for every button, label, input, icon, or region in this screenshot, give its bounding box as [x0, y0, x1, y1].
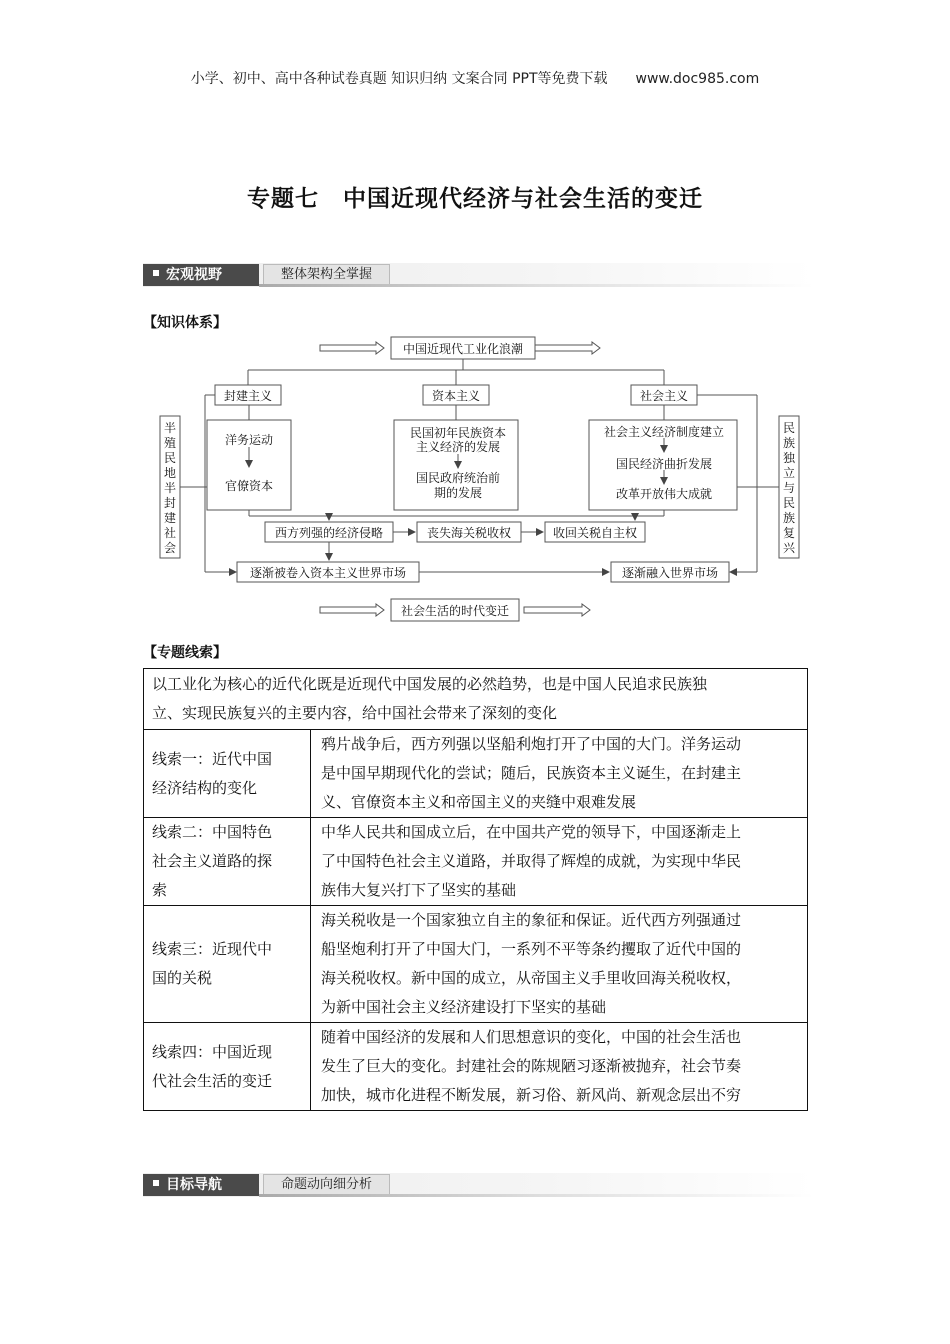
label-bottom: 社会生活的时代变迁: [400, 604, 510, 618]
right-side-char: 族: [782, 436, 796, 450]
clue-head-cell: [144, 906, 311, 1023]
clue-head-cell: [144, 818, 311, 906]
page-header: [0, 68, 950, 88]
hollow-arrow-icon: [524, 604, 590, 616]
head-line: 线索一：近代中国: [152, 749, 273, 768]
right-side-text: [783, 421, 796, 555]
left-side-char: 建: [163, 511, 177, 525]
label-invasion: 西方列强的经济侵略: [274, 526, 384, 540]
square-icon: [153, 1180, 159, 1186]
label-integrate-market: 逐渐融入世界市场: [621, 566, 719, 580]
body-line: 了中国特色社会主义道路，并取得了辉煌的成就，为实现中华民: [321, 852, 742, 870]
banner-underline: [259, 1194, 814, 1197]
banner-dark-text: 目标导航: [166, 1177, 222, 1193]
label-top: 中国近现代工业化浪潮: [402, 342, 524, 356]
clue-body-cell: [311, 906, 808, 1023]
table-row: [144, 1023, 808, 1111]
body-line: 加快，城市化进程不断发展，新习俗、新风尚、新观念层出不穷: [321, 1086, 742, 1104]
body-line: 海关税收是一个国家独立自主的象征和保证。近代西方列强通过: [321, 911, 742, 929]
left-side-char: 半: [163, 481, 177, 495]
label-feudal: 封建主义: [223, 389, 273, 403]
banner-light-label: 命题动向细分析: [263, 1174, 390, 1196]
header-site: www.doc985.com: [635, 71, 760, 87]
table-row: [144, 906, 808, 1023]
head-line: 国的关税: [152, 969, 213, 987]
label-soc-3: 改革开放伟大成就: [615, 487, 713, 501]
right-side-char: 独: [782, 451, 796, 465]
table-row: [144, 818, 808, 906]
body-line: 随着中国经济的发展和人们思想意识的变化，中国的社会生活也: [321, 1028, 742, 1046]
label-capitalism: 资本主义: [431, 389, 481, 403]
right-side-char: 民: [782, 421, 796, 435]
body-line: 为新中国社会主义经济建设打下坚实的基础: [321, 998, 607, 1016]
square-icon: [153, 270, 159, 276]
label-minguo-2: 主义经济的发展: [415, 440, 501, 454]
banner-dark-label: [143, 1174, 259, 1196]
section-topic-clues: 【专题线索】: [143, 645, 227, 661]
header-text: 小学、初中、高中各种试卷真题 知识归纳 文案合同 PPT等免费下载: [190, 71, 608, 87]
head-line: 索: [152, 881, 168, 899]
label-regain-customs: 收回关税自主权: [552, 526, 638, 540]
label-soc-2: 国民经济曲折发展: [615, 457, 713, 471]
banner-underline: [259, 284, 814, 287]
label-yangwu: 洋务运动: [224, 433, 274, 447]
left-side-char: 半: [163, 421, 177, 435]
table-row: [144, 730, 808, 818]
body-line: 鸦片战争后，西方列强以坚船利炮打开了中国的大门。洋务运动: [321, 735, 742, 753]
head-line: 代社会生活的变迁: [152, 1071, 273, 1090]
left-side-text: [164, 420, 176, 555]
body-line: 族伟大复兴打下了坚实的基础: [321, 881, 517, 899]
right-side-char: 与: [782, 481, 796, 495]
section-knowledge-system: 【知识体系】: [143, 315, 227, 331]
label-socialism: 社会主义: [639, 389, 689, 403]
body-line: 中华人民共和国成立后，在中国共产党的领导下，中国逐渐走上: [321, 823, 742, 841]
body-line: 义、官僚资本主义和帝国主义的夹缝中艰难发展: [321, 793, 637, 811]
clue-body-cell: [311, 730, 808, 818]
left-side-char: 地: [163, 466, 177, 480]
body-line: 发生了巨大的变化。封建社会的陈规陋习逐渐被抛弃，社会节奏: [321, 1057, 742, 1075]
head-line: 线索四：中国近现: [152, 1042, 273, 1061]
clue-body-cell: [311, 1023, 808, 1111]
label-soc-1: 社会主义经济制度建立: [603, 425, 725, 439]
body-line: 船坚炮利打开了中国大门，一系列不平等条约攫取了近代中国的: [321, 940, 742, 958]
left-side-char: 社: [163, 526, 177, 540]
hollow-arrow-icon: [320, 342, 384, 354]
banner-dark-text: 宏观视野: [166, 267, 222, 283]
right-side-char: 兴: [782, 541, 796, 555]
head-line: 线索三：近现代中: [152, 940, 273, 958]
head-line: 线索二：中国特色: [152, 823, 273, 841]
table-row: [144, 669, 808, 730]
clue-table: [143, 668, 808, 1111]
label-minguo-1: 民国初年民族资本: [409, 426, 507, 440]
banner-goal-navigation: [143, 1173, 814, 1197]
right-side-char: 立: [782, 466, 796, 480]
left-side-char: 会: [163, 541, 177, 555]
clue-body-cell: [311, 818, 808, 906]
left-side-char: 殖: [163, 436, 177, 450]
left-side-char: 封: [163, 496, 177, 510]
left-side-char: 民: [163, 451, 177, 465]
head-line: 经济结构的变化: [152, 778, 258, 797]
label-dragged-market: 逐渐被卷入资本主义世界市场: [249, 566, 407, 580]
right-side-char: 族: [782, 511, 796, 525]
banner-light-label: 整体架构全掌握: [263, 264, 390, 286]
hollow-arrow-icon: [535, 342, 600, 354]
body-line: 是中国早期现代化的尝试；随后，民族资本主义诞生，在封建主: [321, 764, 742, 782]
banner-dark-label: [143, 264, 259, 286]
right-side-char: 复: [782, 526, 796, 540]
clue-head-cell: [144, 730, 311, 818]
label-guanliao: 官僚资本: [224, 479, 274, 493]
banner-macro-view: [143, 263, 814, 287]
label-lose-customs: 丧失海关税收权: [426, 526, 512, 540]
hollow-arrow-icon: [320, 604, 384, 616]
label-guomin-2: 期的发展: [433, 486, 483, 500]
head-line: 社会主义道路的探: [152, 852, 273, 870]
intro-line: 以工业化为核心的近代化既是近现代中国发展的必然趋势，也是中国人民追求民族独: [152, 675, 708, 693]
right-side-char: 民: [782, 496, 796, 510]
intro-cell: [144, 669, 808, 730]
intro-line: 立、实现民族复兴的主要内容，给中国社会带来了深刻的变化: [152, 704, 558, 722]
body-line: 海关税收权。新中国的成立，从帝国主义手里收回海关税收权，: [321, 969, 742, 987]
page-title: 专题七 中国近现代经济与社会生活的变迁: [247, 186, 703, 212]
label-guomin-1: 国民政府统治前: [415, 471, 501, 485]
knowledge-diagram: [0, 330, 950, 630]
clue-head-cell: [144, 1023, 311, 1111]
